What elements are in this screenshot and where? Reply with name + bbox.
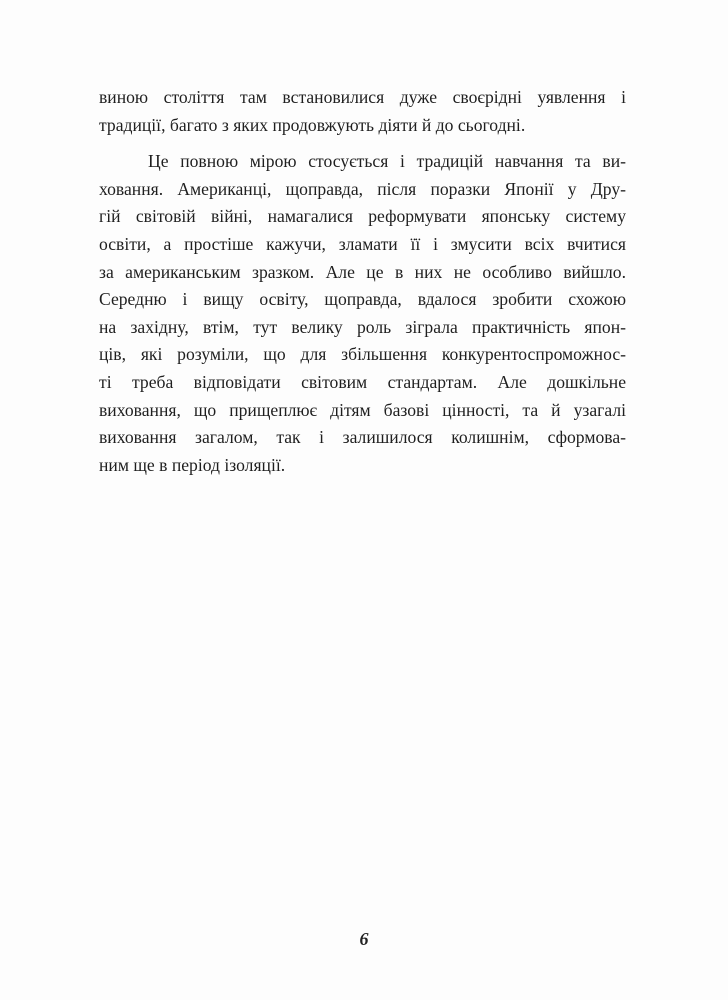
text-line: гій світовій війні, намагалися реформувати японську систему xyxy=(99,206,626,227)
text-line: традиції, багато з яких продовжують діяти й до сьогодні. xyxy=(99,114,526,135)
text-line: виховання загалом, так і залишилося колишнім, сформова- xyxy=(99,427,626,448)
text-line: Це повною мірою стосується і традицій навчання та ви- xyxy=(148,151,626,172)
text-line: на західну, втім, тут велику роль зіграла практичність япон- xyxy=(99,316,626,337)
text-line: Середню і вищу освіту, щоправда, вдалося зробити схожою xyxy=(99,289,626,310)
paragraph-2 xyxy=(99,148,626,479)
text-line: за американським зразком. Але це в них не особливо вийшло. xyxy=(99,261,626,282)
page-number: 6 xyxy=(359,929,369,949)
text-line: виною століття там встановилися дуже своєрідні уявлення і xyxy=(99,87,626,107)
paragraph-1 xyxy=(99,84,626,139)
text-line: ховання. Американці, щоправда, після поразки Японії у Дру- xyxy=(99,178,626,199)
body-text xyxy=(99,84,626,479)
text-line: освіти, а простіше кажучи, зламати її і змусити всіх вчитися xyxy=(99,233,626,254)
text-line: ців, які розуміли, що для збільшення конкурентоспроможнос- xyxy=(99,344,626,365)
text-line: ті треба відповідати світовим стандартам. Але дошкільне xyxy=(99,371,626,392)
text-line: ним ще в період ізоляції. xyxy=(99,454,286,475)
text-line: виховання, що прищеплює дітям базові цінності, та й узагалі xyxy=(99,399,626,420)
